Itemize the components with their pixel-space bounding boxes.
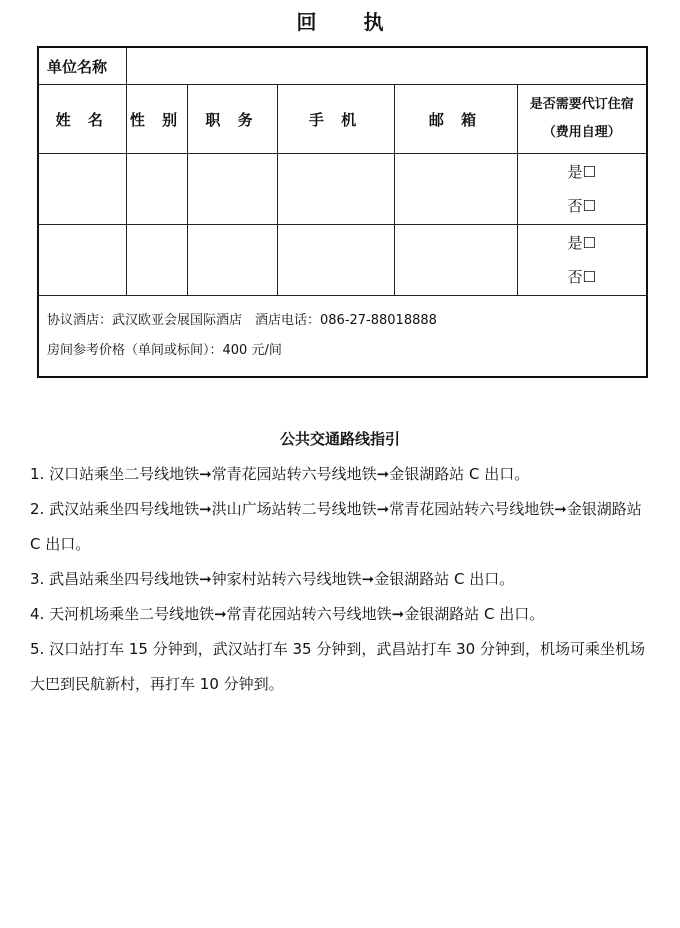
header-hotel-line2: （费用自理） <box>542 125 621 140</box>
price-info: 房间参考价格（单间或标间）：400 元/间 <box>47 343 282 358</box>
table-row <box>38 154 647 225</box>
route-item: 3. 武昌站乘坐四号线地铁➞钟家村站转六号线地铁➞金银湖路站 C 出口。 <box>30 570 515 588</box>
route-item: 5. 汉口站打车 15 分钟到，武汉站打车 35 分钟到，武昌站打车 30 分钟到，机场可乘坐机场大巴到民航新村，再打车 10 分钟到。 <box>30 640 645 693</box>
no-checkbox[interactable]: 否☐ <box>567 197 596 215</box>
email-field[interactable] <box>394 225 517 296</box>
header-hotel-booking <box>517 85 647 154</box>
position-field[interactable] <box>187 225 277 296</box>
table-row <box>38 225 647 296</box>
name-field[interactable] <box>38 154 126 225</box>
no-checkbox[interactable]: 否☐ <box>567 268 596 286</box>
mobile-field[interactable] <box>277 225 394 296</box>
header-hotel-line1: 是否需要代订住宿 <box>529 97 634 112</box>
name-field[interactable] <box>38 225 126 296</box>
page-title: 回 执 <box>296 10 404 34</box>
unit-name-label: 单位名称 <box>38 47 126 85</box>
yes-checkbox[interactable]: 是☐ <box>567 234 596 252</box>
transport-heading: 公共交通路线指引 <box>279 430 400 448</box>
header-name: 姓 名 <box>38 85 126 154</box>
header-email: 邮 箱 <box>394 85 517 154</box>
email-field[interactable] <box>394 154 517 225</box>
transport-guide <box>30 428 650 702</box>
hotel-choice <box>517 154 647 225</box>
position-field[interactable] <box>187 154 277 225</box>
hotel-info: 协议酒店：武汉欧亚会展国际酒店 酒店电话：086-27-88018888 <box>47 313 437 328</box>
route-item: 2. 武汉站乘坐四号线地铁➞洪山广场站转二号线地铁➞常青花园站转六号线地铁➞金银湖路站 C 出口。 <box>30 500 642 553</box>
header-mobile: 手 机 <box>277 85 394 154</box>
hotel-info-cell <box>38 296 647 378</box>
receipt-form <box>37 46 648 378</box>
route-item: 4. 天河机场乘坐二号线地铁➞常青花园站转六号线地铁➞金银湖路站 C 出口。 <box>30 605 545 623</box>
mobile-field[interactable] <box>277 154 394 225</box>
unit-name-field[interactable] <box>126 47 647 85</box>
route-item: 1. 汉口站乘坐二号线地铁➞常青花园站转六号线地铁➞金银湖路站 C 出口。 <box>30 465 530 483</box>
header-position: 职 务 <box>187 85 277 154</box>
header-gender: 性 别 <box>126 85 187 154</box>
yes-checkbox[interactable]: 是☐ <box>567 163 596 181</box>
gender-field[interactable] <box>126 225 187 296</box>
hotel-choice <box>517 225 647 296</box>
gender-field[interactable] <box>126 154 187 225</box>
